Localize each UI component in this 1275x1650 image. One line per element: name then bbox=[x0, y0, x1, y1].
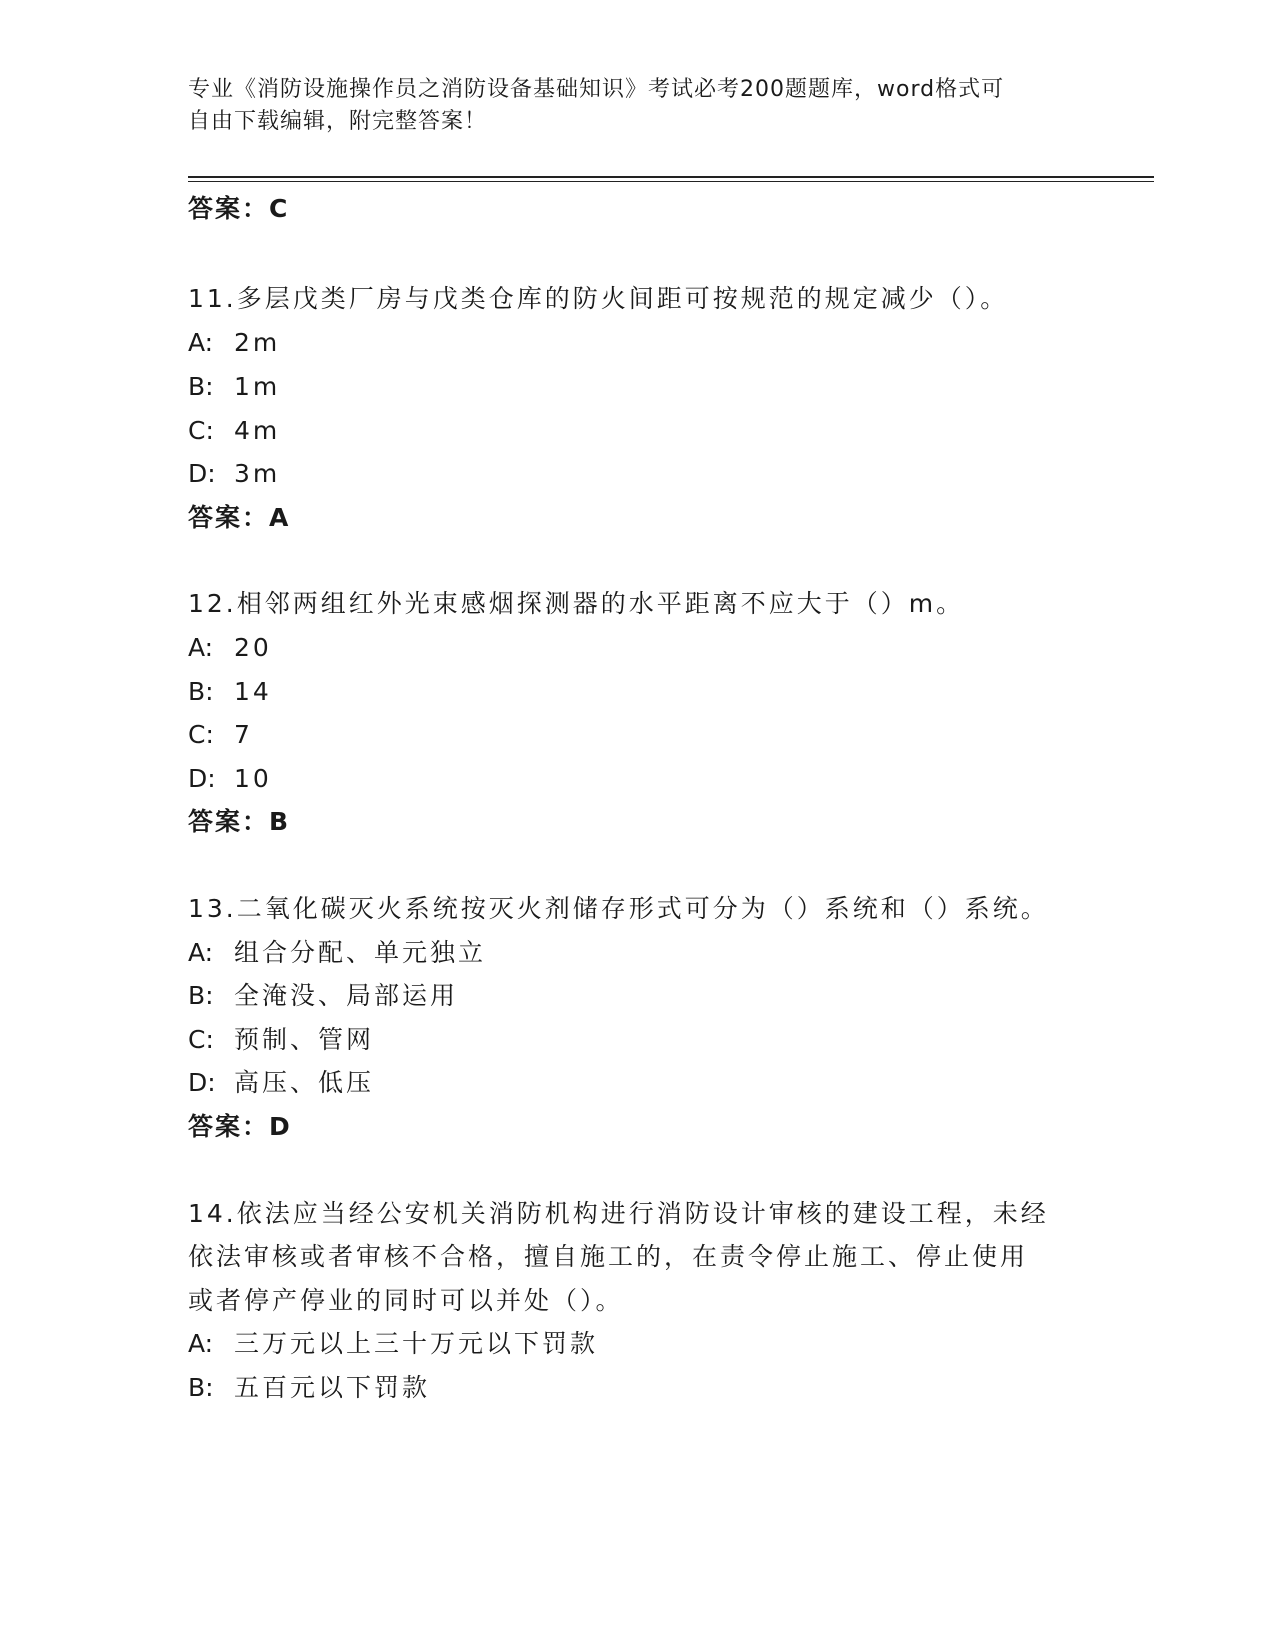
option-letter: C: bbox=[188, 416, 214, 445]
question-13-option-b bbox=[188, 980, 458, 1012]
header-divider bbox=[188, 176, 1154, 178]
option-letter: C: bbox=[188, 720, 214, 749]
option-text: 组合分配、单元独立 bbox=[234, 938, 487, 967]
question-13-answer: 答案：D bbox=[188, 1112, 292, 1141]
option-text: 2m bbox=[234, 328, 281, 357]
option-letter: A: bbox=[188, 938, 214, 967]
question-11-option-d bbox=[188, 458, 280, 490]
question-11-option-a bbox=[188, 327, 280, 359]
option-letter: A: bbox=[188, 633, 214, 662]
option-text: 高压、低压 bbox=[234, 1068, 375, 1097]
option-letter: A: bbox=[188, 1329, 214, 1358]
question-13-option-c bbox=[188, 1024, 374, 1056]
option-text: 全淹没、局部运用 bbox=[234, 981, 459, 1010]
header-divider-thin bbox=[188, 181, 1154, 182]
question-12-option-d bbox=[188, 763, 272, 795]
question-13-option-d bbox=[188, 1067, 374, 1099]
question-13-stem: 13.二氧化碳灭火系统按灭火剂储存形式可分为（）系统和（）系统。 bbox=[188, 894, 1049, 923]
question-14-stem-line-2: 依法审核或者审核不合格，擅自施工的，在责令停止施工、停止使用 bbox=[188, 1242, 1029, 1271]
question-14-stem-line-1: 14.依法应当经公安机关消防机构进行消防设计审核的建设工程，未经 bbox=[188, 1199, 1049, 1228]
header-line-2: 自由下载编辑，附完整答案！ bbox=[188, 109, 488, 134]
option-letter: A: bbox=[188, 328, 214, 357]
option-letter: D: bbox=[188, 459, 216, 488]
option-text: 五百元以下罚款 bbox=[234, 1373, 431, 1402]
option-text: 14 bbox=[234, 677, 272, 706]
question-14-option-a bbox=[188, 1328, 598, 1360]
question-12-stem: 12.相邻两组红外光束感烟探测器的水平距离不应大于（）m。 bbox=[188, 589, 965, 618]
question-12-option-b bbox=[188, 676, 272, 708]
option-text: 7 bbox=[234, 720, 253, 749]
option-letter: B: bbox=[188, 372, 214, 401]
option-text: 1m bbox=[234, 372, 281, 401]
header-line-1: 专业《消防设施操作员之消防设备基础知识》考试必考200题题库，word格式可 bbox=[188, 77, 1005, 102]
option-text: 预制、管网 bbox=[234, 1025, 375, 1054]
option-text: 10 bbox=[234, 764, 272, 793]
question-14-option-b bbox=[188, 1372, 430, 1404]
question-11-answer: 答案：A bbox=[188, 503, 291, 532]
question-11-stem: 11.多层戊类厂房与戊类仓库的防火间距可按规范的规定减少（）。 bbox=[188, 284, 1009, 313]
option-text: 三万元以上三十万元以下罚款 bbox=[234, 1329, 599, 1358]
option-letter: B: bbox=[188, 677, 214, 706]
question-14-stem-line-3: 或者停产停业的同时可以并处（）。 bbox=[188, 1286, 624, 1315]
option-letter: D: bbox=[188, 1068, 216, 1097]
option-letter: B: bbox=[188, 981, 214, 1010]
question-12-option-a bbox=[188, 632, 272, 664]
question-12-option-c bbox=[188, 719, 253, 751]
option-text: 4m bbox=[234, 416, 281, 445]
option-letter: D: bbox=[188, 764, 216, 793]
option-text: 3m bbox=[234, 459, 281, 488]
document-header bbox=[188, 74, 1068, 138]
option-text: 20 bbox=[234, 633, 272, 662]
option-letter: C: bbox=[188, 1025, 214, 1054]
question-11-option-b bbox=[188, 371, 280, 403]
question-11-option-c bbox=[188, 415, 280, 447]
answer-previous: 答案：C bbox=[188, 194, 290, 223]
question-13-option-a bbox=[188, 937, 486, 969]
question-12-answer: 答案：B bbox=[188, 807, 291, 836]
option-letter: B: bbox=[188, 1373, 214, 1402]
